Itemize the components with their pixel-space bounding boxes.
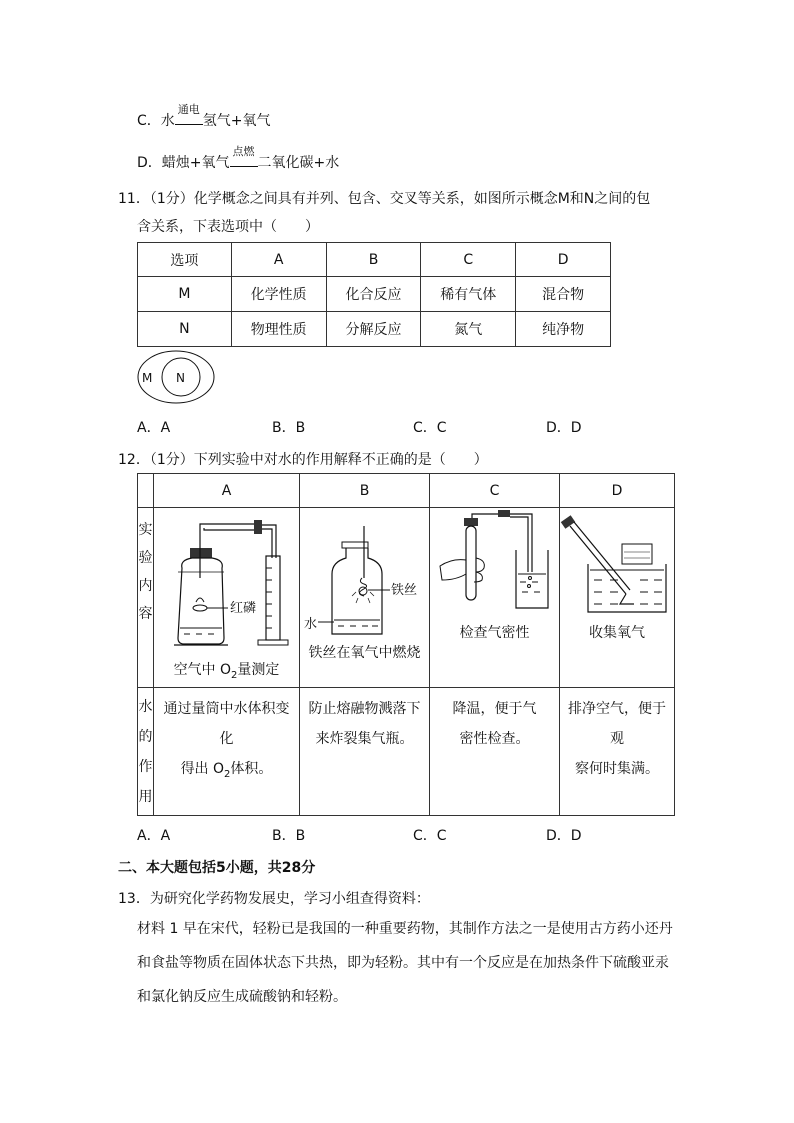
- q12-option-c[interactable]: C．C: [413, 828, 447, 844]
- q12-option-d[interactable]: D．D: [546, 828, 582, 844]
- q13-material-line3: 和氯化钠反应生成硫酸钠和轻粉。: [137, 989, 347, 1005]
- equation-left: 水: [160, 113, 175, 129]
- q13-stem: 13．为研究化学药物发展史，学习小组查得资料：: [118, 891, 430, 907]
- q13-material-line1: 材料 1 早在宋代，轻粉已是我国的一种重要药物，其制作方法之一是使用古方药小还丹: [137, 921, 673, 937]
- q11-option-a[interactable]: A．A: [137, 420, 171, 436]
- outer-label: M: [142, 371, 153, 385]
- q11-table: [137, 242, 611, 347]
- reaction-arrow: [175, 103, 203, 129]
- iron-wire-label: 铁丝: [391, 583, 418, 598]
- reaction-condition: 点燃: [232, 145, 255, 158]
- option-label: D．: [137, 155, 162, 171]
- q12-table: [137, 473, 675, 816]
- q12-stem: 12．（1分）下列实验中对水的作用解释不正确的是（ ）: [118, 452, 488, 468]
- experiment-d-caption: 收集氧气: [589, 625, 645, 641]
- table-header-cell: A: [154, 474, 300, 508]
- equation-right: 二氧化碳+水: [257, 155, 340, 171]
- equation-right: 氢气+氧气: [202, 113, 271, 129]
- q11-option-c[interactable]: C．C: [413, 420, 447, 436]
- table-cell: 氮气: [421, 312, 516, 347]
- table-header-cell: C: [430, 474, 560, 508]
- table-cell: 纯净物: [516, 312, 611, 347]
- experiment-a-caption: 空气中 $O_2$量测定: [173, 662, 280, 681]
- venn-diagram: [136, 349, 216, 405]
- table-header-cell: B: [326, 243, 421, 277]
- experiment-d: [560, 508, 675, 688]
- q13-material-line2: 和食盐等物质在固体状态下共热，即为轻粉。其中有一个反应是在加热条件下硫酸亚汞: [137, 955, 669, 971]
- row-label: 水 的 作 用: [138, 688, 154, 816]
- experiment-b-caption: 铁丝在氧气中燃烧: [308, 645, 421, 661]
- q12-option-b[interactable]: B．B: [272, 828, 306, 844]
- table-cell: 混合物: [516, 277, 611, 312]
- equation-left: 蜡烛+氧气: [161, 155, 230, 171]
- section-title: 二、本大题包括5小题，共28分: [118, 860, 316, 876]
- table-header-cell: D: [560, 474, 675, 508]
- reaction-arrow: [230, 145, 258, 171]
- explanation-b: 防止熔融物溅落下 来炸裂集气瓶。: [300, 688, 430, 816]
- option-label: C．: [137, 113, 161, 129]
- table-header-cell: 选项: [138, 243, 232, 277]
- red-phosphorus-label: 红磷: [230, 601, 257, 616]
- table-header-row: [138, 474, 675, 508]
- apparatus-a-illustration: [154, 508, 299, 658]
- experiment-row: [138, 508, 675, 688]
- q11-option-b[interactable]: B．B: [272, 420, 306, 436]
- explanation-a: 通过量筒中水体积变化 得出 $O_2$体积。: [154, 688, 300, 816]
- table-cell: 化学性质: [231, 277, 326, 312]
- reaction-condition: 通电: [177, 103, 200, 116]
- table-header-cell: A: [231, 243, 326, 277]
- table-cell: 物理性质: [231, 312, 326, 347]
- water-label: 水: [304, 617, 318, 632]
- table-header-cell: D: [516, 243, 611, 277]
- apparatus-b-illustration: [300, 508, 429, 658]
- table-header-row: [138, 243, 611, 277]
- explanation-row: [138, 688, 675, 816]
- inner-label: N: [176, 371, 185, 385]
- table-row: [138, 312, 611, 347]
- q12-option-a[interactable]: A．A: [137, 828, 171, 844]
- experiment-c: [430, 508, 560, 688]
- experiment-a: [154, 508, 300, 688]
- explanation-c: 降温，便于气 密性检查。: [430, 688, 560, 816]
- table-cell: M: [138, 277, 232, 312]
- table-cell: 分解反应: [326, 312, 421, 347]
- experiment-c-caption: 检查气密性: [459, 625, 530, 641]
- table-header-cell: C: [421, 243, 516, 277]
- table-row: [138, 277, 611, 312]
- table-cell: 稀有气体: [421, 277, 516, 312]
- table-cell: N: [138, 312, 232, 347]
- experiment-b: [300, 508, 430, 688]
- q11-stem-line2: 含关系，下表选项中（ ）: [137, 219, 319, 235]
- q11-stem-line1: 11．（1分）化学概念之间具有并列、包含、交叉等关系，如图所示概念M和N之间的包: [118, 191, 651, 207]
- row-label: 实 验 内 容: [138, 508, 154, 688]
- table-header-cell: B: [300, 474, 430, 508]
- q10-option-c: [137, 103, 271, 130]
- q10-option-d: [137, 145, 340, 172]
- q11-option-d[interactable]: D．D: [546, 420, 582, 436]
- table-cell: 化合反应: [326, 277, 421, 312]
- explanation-d: 排净空气，便于观 察何时集满。: [560, 688, 675, 816]
